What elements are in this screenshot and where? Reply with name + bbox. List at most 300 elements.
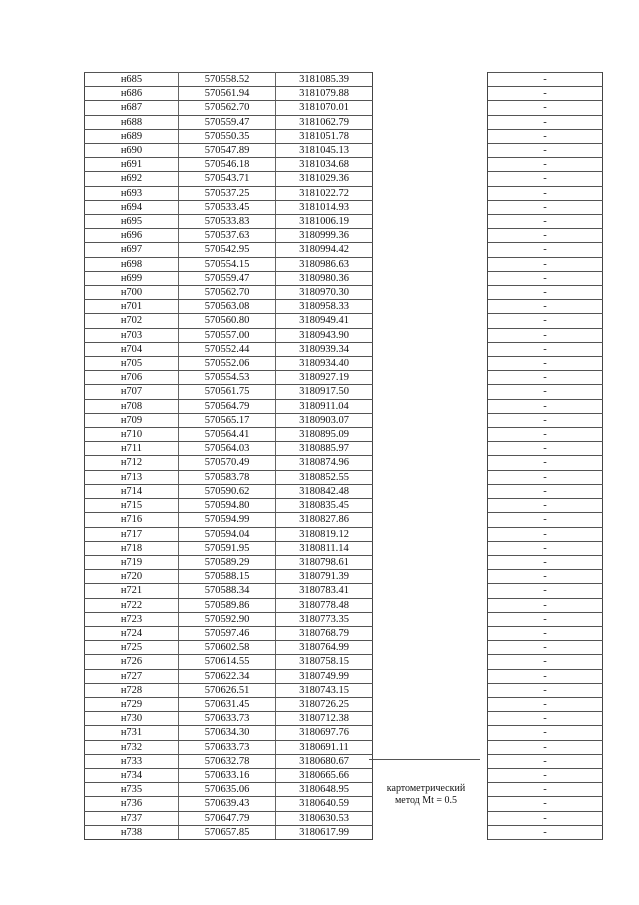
error-cell: -	[488, 470, 603, 484]
x-coordinate-cell: 570537.25	[179, 186, 276, 200]
method-cell	[373, 570, 487, 584]
method-cell	[373, 484, 487, 498]
y-coordinate-cell: 3180934.40	[276, 357, 373, 371]
x-coordinate-cell: 570626.51	[179, 683, 276, 697]
table-row	[85, 229, 603, 243]
method-cell	[373, 825, 487, 839]
table-row	[85, 626, 603, 640]
y-coordinate-cell: 3180943.90	[276, 328, 373, 342]
y-coordinate-cell: 3180827.86	[276, 513, 373, 527]
point-id-cell: н688	[85, 115, 179, 129]
method-cell	[373, 243, 487, 257]
y-coordinate-cell: 3180811.14	[276, 541, 373, 555]
error-cell: -	[488, 712, 603, 726]
method-cell	[373, 144, 487, 158]
error-cell: -	[488, 144, 603, 158]
y-coordinate-cell: 3180749.99	[276, 669, 373, 683]
y-coordinate-cell: 3181029.36	[276, 172, 373, 186]
y-coordinate-cell: 3180819.12	[276, 527, 373, 541]
y-coordinate-cell: 3180835.45	[276, 499, 373, 513]
table-row	[85, 470, 603, 484]
error-cell: -	[488, 200, 603, 214]
x-coordinate-cell: 570634.30	[179, 726, 276, 740]
x-coordinate-cell: 570570.49	[179, 456, 276, 470]
point-id-cell: н708	[85, 399, 179, 413]
y-coordinate-cell: 3180994.42	[276, 243, 373, 257]
point-id-cell: н693	[85, 186, 179, 200]
x-coordinate-cell: 570633.16	[179, 768, 276, 782]
x-coordinate-cell: 570657.85	[179, 825, 276, 839]
y-coordinate-cell: 3180970.30	[276, 286, 373, 300]
table-row	[85, 825, 603, 839]
point-id-cell: н707	[85, 385, 179, 399]
x-coordinate-cell: 570614.55	[179, 655, 276, 669]
table-row	[85, 655, 603, 669]
y-coordinate-cell: 3180773.35	[276, 612, 373, 626]
point-id-cell: н722	[85, 598, 179, 612]
method-cell	[373, 328, 487, 342]
x-coordinate-cell: 570564.03	[179, 442, 276, 456]
y-coordinate-cell: 3181079.88	[276, 87, 373, 101]
x-coordinate-cell: 570594.80	[179, 499, 276, 513]
x-coordinate-cell: 570583.78	[179, 470, 276, 484]
error-cell: -	[488, 129, 603, 143]
x-coordinate-cell: 570594.04	[179, 527, 276, 541]
error-cell: -	[488, 655, 603, 669]
method-cell	[373, 357, 487, 371]
table-row	[85, 484, 603, 498]
x-coordinate-cell: 570559.47	[179, 115, 276, 129]
point-id-cell: н714	[85, 484, 179, 498]
point-id-cell: н700	[85, 286, 179, 300]
point-id-cell: н701	[85, 300, 179, 314]
point-id-cell: н709	[85, 413, 179, 427]
table-row	[85, 541, 603, 555]
point-id-cell: н713	[85, 470, 179, 484]
error-cell: -	[488, 683, 603, 697]
point-id-cell: н731	[85, 726, 179, 740]
x-coordinate-cell: 570635.06	[179, 783, 276, 797]
table-row	[85, 87, 603, 101]
point-id-cell: н724	[85, 626, 179, 640]
x-coordinate-cell: 570554.53	[179, 371, 276, 385]
y-coordinate-cell: 3181006.19	[276, 215, 373, 229]
method-cell	[373, 413, 487, 427]
method-cell	[373, 186, 487, 200]
table-row	[85, 342, 603, 356]
x-coordinate-cell: 570647.79	[179, 811, 276, 825]
y-coordinate-cell: 3180665.66	[276, 768, 373, 782]
error-cell: -	[488, 825, 603, 839]
x-coordinate-cell: 570588.15	[179, 570, 276, 584]
y-coordinate-cell: 3181045.13	[276, 144, 373, 158]
y-coordinate-cell: 3180986.63	[276, 257, 373, 271]
method-cell	[373, 215, 487, 229]
point-id-cell: н691	[85, 158, 179, 172]
x-coordinate-cell: 570565.17	[179, 413, 276, 427]
method-cell	[373, 371, 487, 385]
table-row	[85, 683, 603, 697]
table-row	[85, 357, 603, 371]
error-cell: -	[488, 229, 603, 243]
method-cell	[373, 200, 487, 214]
y-coordinate-cell: 3180999.36	[276, 229, 373, 243]
method-cell	[373, 470, 487, 484]
x-coordinate-cell: 570622.34	[179, 669, 276, 683]
y-coordinate-cell: 3180768.79	[276, 626, 373, 640]
point-id-cell: н718	[85, 541, 179, 555]
error-cell: -	[488, 626, 603, 640]
point-id-cell: н702	[85, 314, 179, 328]
point-id-cell: н734	[85, 768, 179, 782]
method-cell	[373, 314, 487, 328]
error-cell: -	[488, 697, 603, 711]
method-cell	[373, 541, 487, 555]
point-id-cell: н690	[85, 144, 179, 158]
error-cell: -	[488, 357, 603, 371]
y-coordinate-cell: 3180726.25	[276, 697, 373, 711]
x-coordinate-cell: 570537.63	[179, 229, 276, 243]
x-coordinate-cell: 570562.70	[179, 101, 276, 115]
table-row	[85, 144, 603, 158]
point-id-cell: н733	[85, 754, 179, 768]
x-coordinate-cell: 570562.70	[179, 286, 276, 300]
y-coordinate-cell: 3180640.59	[276, 797, 373, 811]
table-row	[85, 811, 603, 825]
point-id-cell: н720	[85, 570, 179, 584]
method-cell	[373, 683, 487, 697]
point-id-cell: н717	[85, 527, 179, 541]
point-id-cell: н696	[85, 229, 179, 243]
error-cell: -	[488, 811, 603, 825]
method-cell	[373, 442, 487, 456]
x-coordinate-cell: 570633.73	[179, 712, 276, 726]
y-coordinate-cell: 3180617.99	[276, 825, 373, 839]
x-coordinate-cell: 570552.44	[179, 342, 276, 356]
method-cell	[373, 655, 487, 669]
error-cell: -	[488, 300, 603, 314]
error-cell: -	[488, 115, 603, 129]
point-id-cell: н723	[85, 612, 179, 626]
table-row	[85, 371, 603, 385]
point-id-cell: н697	[85, 243, 179, 257]
y-coordinate-cell: 3181034.68	[276, 158, 373, 172]
point-id-cell: н710	[85, 428, 179, 442]
table-row	[85, 527, 603, 541]
error-cell: -	[488, 314, 603, 328]
y-coordinate-cell: 3180764.99	[276, 641, 373, 655]
table-row	[85, 783, 603, 797]
error-cell: -	[488, 513, 603, 527]
point-id-cell: н721	[85, 584, 179, 598]
x-coordinate-cell: 570546.18	[179, 158, 276, 172]
table-row	[85, 200, 603, 214]
error-cell: -	[488, 271, 603, 285]
point-id-cell: н716	[85, 513, 179, 527]
method-note-line2: метод Mt = 0.5	[394, 795, 458, 806]
table-row	[85, 413, 603, 427]
y-coordinate-cell: 3181051.78	[276, 129, 373, 143]
x-coordinate-cell: 570547.89	[179, 144, 276, 158]
method-cell	[373, 598, 487, 612]
point-id-cell: н694	[85, 200, 179, 214]
x-coordinate-cell: 570602.58	[179, 641, 276, 655]
point-id-cell: н687	[85, 101, 179, 115]
table-row	[85, 186, 603, 200]
table-row	[85, 101, 603, 115]
x-coordinate-cell: 570552.06	[179, 357, 276, 371]
error-cell: -	[488, 456, 603, 470]
error-cell: -	[488, 555, 603, 569]
table-row	[85, 314, 603, 328]
error-cell: -	[488, 570, 603, 584]
error-cell: -	[488, 371, 603, 385]
x-coordinate-cell: 570591.95	[179, 541, 276, 555]
table-row	[85, 499, 603, 513]
y-coordinate-cell: 3181062.79	[276, 115, 373, 129]
method-cell	[373, 342, 487, 356]
y-coordinate-cell: 3180697.76	[276, 726, 373, 740]
table-row	[85, 442, 603, 456]
error-cell: -	[488, 527, 603, 541]
x-coordinate-cell: 570588.34	[179, 584, 276, 598]
table-row	[85, 328, 603, 342]
method-cell	[373, 115, 487, 129]
error-cell: -	[488, 484, 603, 498]
error-cell: -	[488, 612, 603, 626]
x-coordinate-cell: 570631.45	[179, 697, 276, 711]
coordinates-table	[84, 72, 603, 840]
table-row	[85, 513, 603, 527]
y-coordinate-cell: 3180917.50	[276, 385, 373, 399]
table-row	[85, 300, 603, 314]
point-id-cell: н712	[85, 456, 179, 470]
error-cell: -	[488, 286, 603, 300]
error-cell: -	[488, 73, 603, 87]
method-cell	[373, 641, 487, 655]
coordinates-table-body	[85, 73, 603, 840]
table-row	[85, 115, 603, 129]
table-row	[85, 129, 603, 143]
method-cell	[373, 754, 487, 768]
x-coordinate-cell: 570533.83	[179, 215, 276, 229]
error-cell: -	[488, 158, 603, 172]
method-cell	[373, 286, 487, 300]
x-coordinate-cell: 570589.29	[179, 555, 276, 569]
method-cell	[373, 584, 487, 598]
x-coordinate-cell: 570564.41	[179, 428, 276, 442]
method-cell	[373, 726, 487, 740]
point-id-cell: н730	[85, 712, 179, 726]
error-cell: -	[488, 328, 603, 342]
table-row	[85, 726, 603, 740]
table-row	[85, 271, 603, 285]
method-cell	[373, 428, 487, 442]
point-id-cell: н692	[85, 172, 179, 186]
method-cell	[373, 626, 487, 640]
point-id-cell: н736	[85, 797, 179, 811]
error-cell: -	[488, 442, 603, 456]
point-id-cell: н735	[85, 783, 179, 797]
y-coordinate-cell: 3180648.95	[276, 783, 373, 797]
y-coordinate-cell: 3181022.72	[276, 186, 373, 200]
x-coordinate-cell: 570561.75	[179, 385, 276, 399]
error-cell: -	[488, 257, 603, 271]
y-coordinate-cell: 3180630.53	[276, 811, 373, 825]
x-coordinate-cell: 570632.78	[179, 754, 276, 768]
table-row	[85, 385, 603, 399]
method-cell	[373, 271, 487, 285]
method-cell	[373, 555, 487, 569]
x-coordinate-cell: 570639.43	[179, 797, 276, 811]
x-coordinate-cell: 570559.47	[179, 271, 276, 285]
x-coordinate-cell: 570558.52	[179, 73, 276, 87]
table-row	[85, 712, 603, 726]
y-coordinate-cell: 3180778.48	[276, 598, 373, 612]
method-cell	[373, 768, 487, 782]
point-id-cell: н725	[85, 641, 179, 655]
point-id-cell: н719	[85, 555, 179, 569]
table-row	[85, 697, 603, 711]
method-divider-line	[369, 759, 480, 760]
y-coordinate-cell: 3180895.09	[276, 428, 373, 442]
point-id-cell: н698	[85, 257, 179, 271]
error-cell: -	[488, 428, 603, 442]
table-row	[85, 257, 603, 271]
table-row	[85, 456, 603, 470]
table-row	[85, 243, 603, 257]
error-cell: -	[488, 499, 603, 513]
error-cell: -	[488, 669, 603, 683]
table-row	[85, 555, 603, 569]
x-coordinate-cell: 570560.80	[179, 314, 276, 328]
table-row	[85, 584, 603, 598]
point-id-cell: н699	[85, 271, 179, 285]
y-coordinate-cell: 3180852.55	[276, 470, 373, 484]
error-cell: -	[488, 101, 603, 115]
y-coordinate-cell: 3180798.61	[276, 555, 373, 569]
y-coordinate-cell: 3180911.04	[276, 399, 373, 413]
table-row	[85, 158, 603, 172]
x-coordinate-cell: 570633.73	[179, 740, 276, 754]
error-cell: -	[488, 768, 603, 782]
point-id-cell: н727	[85, 669, 179, 683]
point-id-cell: н705	[85, 357, 179, 371]
point-id-cell: н732	[85, 740, 179, 754]
table-row	[85, 768, 603, 782]
x-coordinate-cell: 570542.95	[179, 243, 276, 257]
y-coordinate-cell: 3180885.97	[276, 442, 373, 456]
method-cell	[373, 385, 487, 399]
method-cell	[373, 499, 487, 513]
error-cell: -	[488, 413, 603, 427]
y-coordinate-cell: 3180691.11	[276, 740, 373, 754]
error-cell: -	[488, 172, 603, 186]
table-row	[85, 73, 603, 87]
x-coordinate-cell: 570594.99	[179, 513, 276, 527]
method-cell	[373, 612, 487, 626]
point-id-cell: н715	[85, 499, 179, 513]
table-row	[85, 428, 603, 442]
error-cell: -	[488, 215, 603, 229]
y-coordinate-cell: 3180783.41	[276, 584, 373, 598]
table-row	[85, 754, 603, 768]
y-coordinate-cell: 3180958.33	[276, 300, 373, 314]
y-coordinate-cell: 3180903.07	[276, 413, 373, 427]
method-cell	[373, 712, 487, 726]
point-id-cell: н737	[85, 811, 179, 825]
x-coordinate-cell: 570550.35	[179, 129, 276, 143]
point-id-cell: н704	[85, 342, 179, 356]
x-coordinate-cell: 570554.15	[179, 257, 276, 271]
error-cell: -	[488, 186, 603, 200]
point-id-cell: н728	[85, 683, 179, 697]
table-row	[85, 740, 603, 754]
method-cell	[373, 697, 487, 711]
table-row	[85, 598, 603, 612]
method-cell	[373, 740, 487, 754]
y-coordinate-cell: 3180980.36	[276, 271, 373, 285]
table-row	[85, 172, 603, 186]
method-cell	[373, 129, 487, 143]
error-cell: -	[488, 641, 603, 655]
point-id-cell: н726	[85, 655, 179, 669]
x-coordinate-cell: 570533.45	[179, 200, 276, 214]
y-coordinate-cell: 3180874.96	[276, 456, 373, 470]
point-id-cell: н689	[85, 129, 179, 143]
point-id-cell: н711	[85, 442, 179, 456]
point-id-cell: н685	[85, 73, 179, 87]
method-cell	[373, 811, 487, 825]
error-cell: -	[488, 87, 603, 101]
method-cell	[373, 399, 487, 413]
error-cell: -	[488, 385, 603, 399]
table-row	[85, 399, 603, 413]
table-row	[85, 669, 603, 683]
y-coordinate-cell: 3180939.34	[276, 342, 373, 356]
x-coordinate-cell: 570557.00	[179, 328, 276, 342]
y-coordinate-cell: 3180842.48	[276, 484, 373, 498]
method-cell	[373, 669, 487, 683]
error-cell: -	[488, 726, 603, 740]
table-row	[85, 215, 603, 229]
point-id-cell: н703	[85, 328, 179, 342]
x-coordinate-cell: 570543.71	[179, 172, 276, 186]
error-cell: -	[488, 797, 603, 811]
error-cell: -	[488, 342, 603, 356]
y-coordinate-cell: 3180927.19	[276, 371, 373, 385]
table-row	[85, 797, 603, 811]
method-cell	[373, 172, 487, 186]
error-cell: -	[488, 399, 603, 413]
x-coordinate-cell: 570563.08	[179, 300, 276, 314]
error-cell: -	[488, 541, 603, 555]
error-cell: -	[488, 598, 603, 612]
x-coordinate-cell: 570561.94	[179, 87, 276, 101]
point-id-cell: н686	[85, 87, 179, 101]
error-cell: -	[488, 783, 603, 797]
method-cell	[373, 73, 487, 87]
method-cell	[373, 513, 487, 527]
y-coordinate-cell: 3180712.38	[276, 712, 373, 726]
method-note-line1: картометрический	[386, 783, 466, 794]
method-cell	[373, 87, 487, 101]
y-coordinate-cell: 3180680.67	[276, 754, 373, 768]
x-coordinate-cell: 570592.90	[179, 612, 276, 626]
table-row	[85, 286, 603, 300]
x-coordinate-cell: 570589.86	[179, 598, 276, 612]
point-id-cell: н738	[85, 825, 179, 839]
